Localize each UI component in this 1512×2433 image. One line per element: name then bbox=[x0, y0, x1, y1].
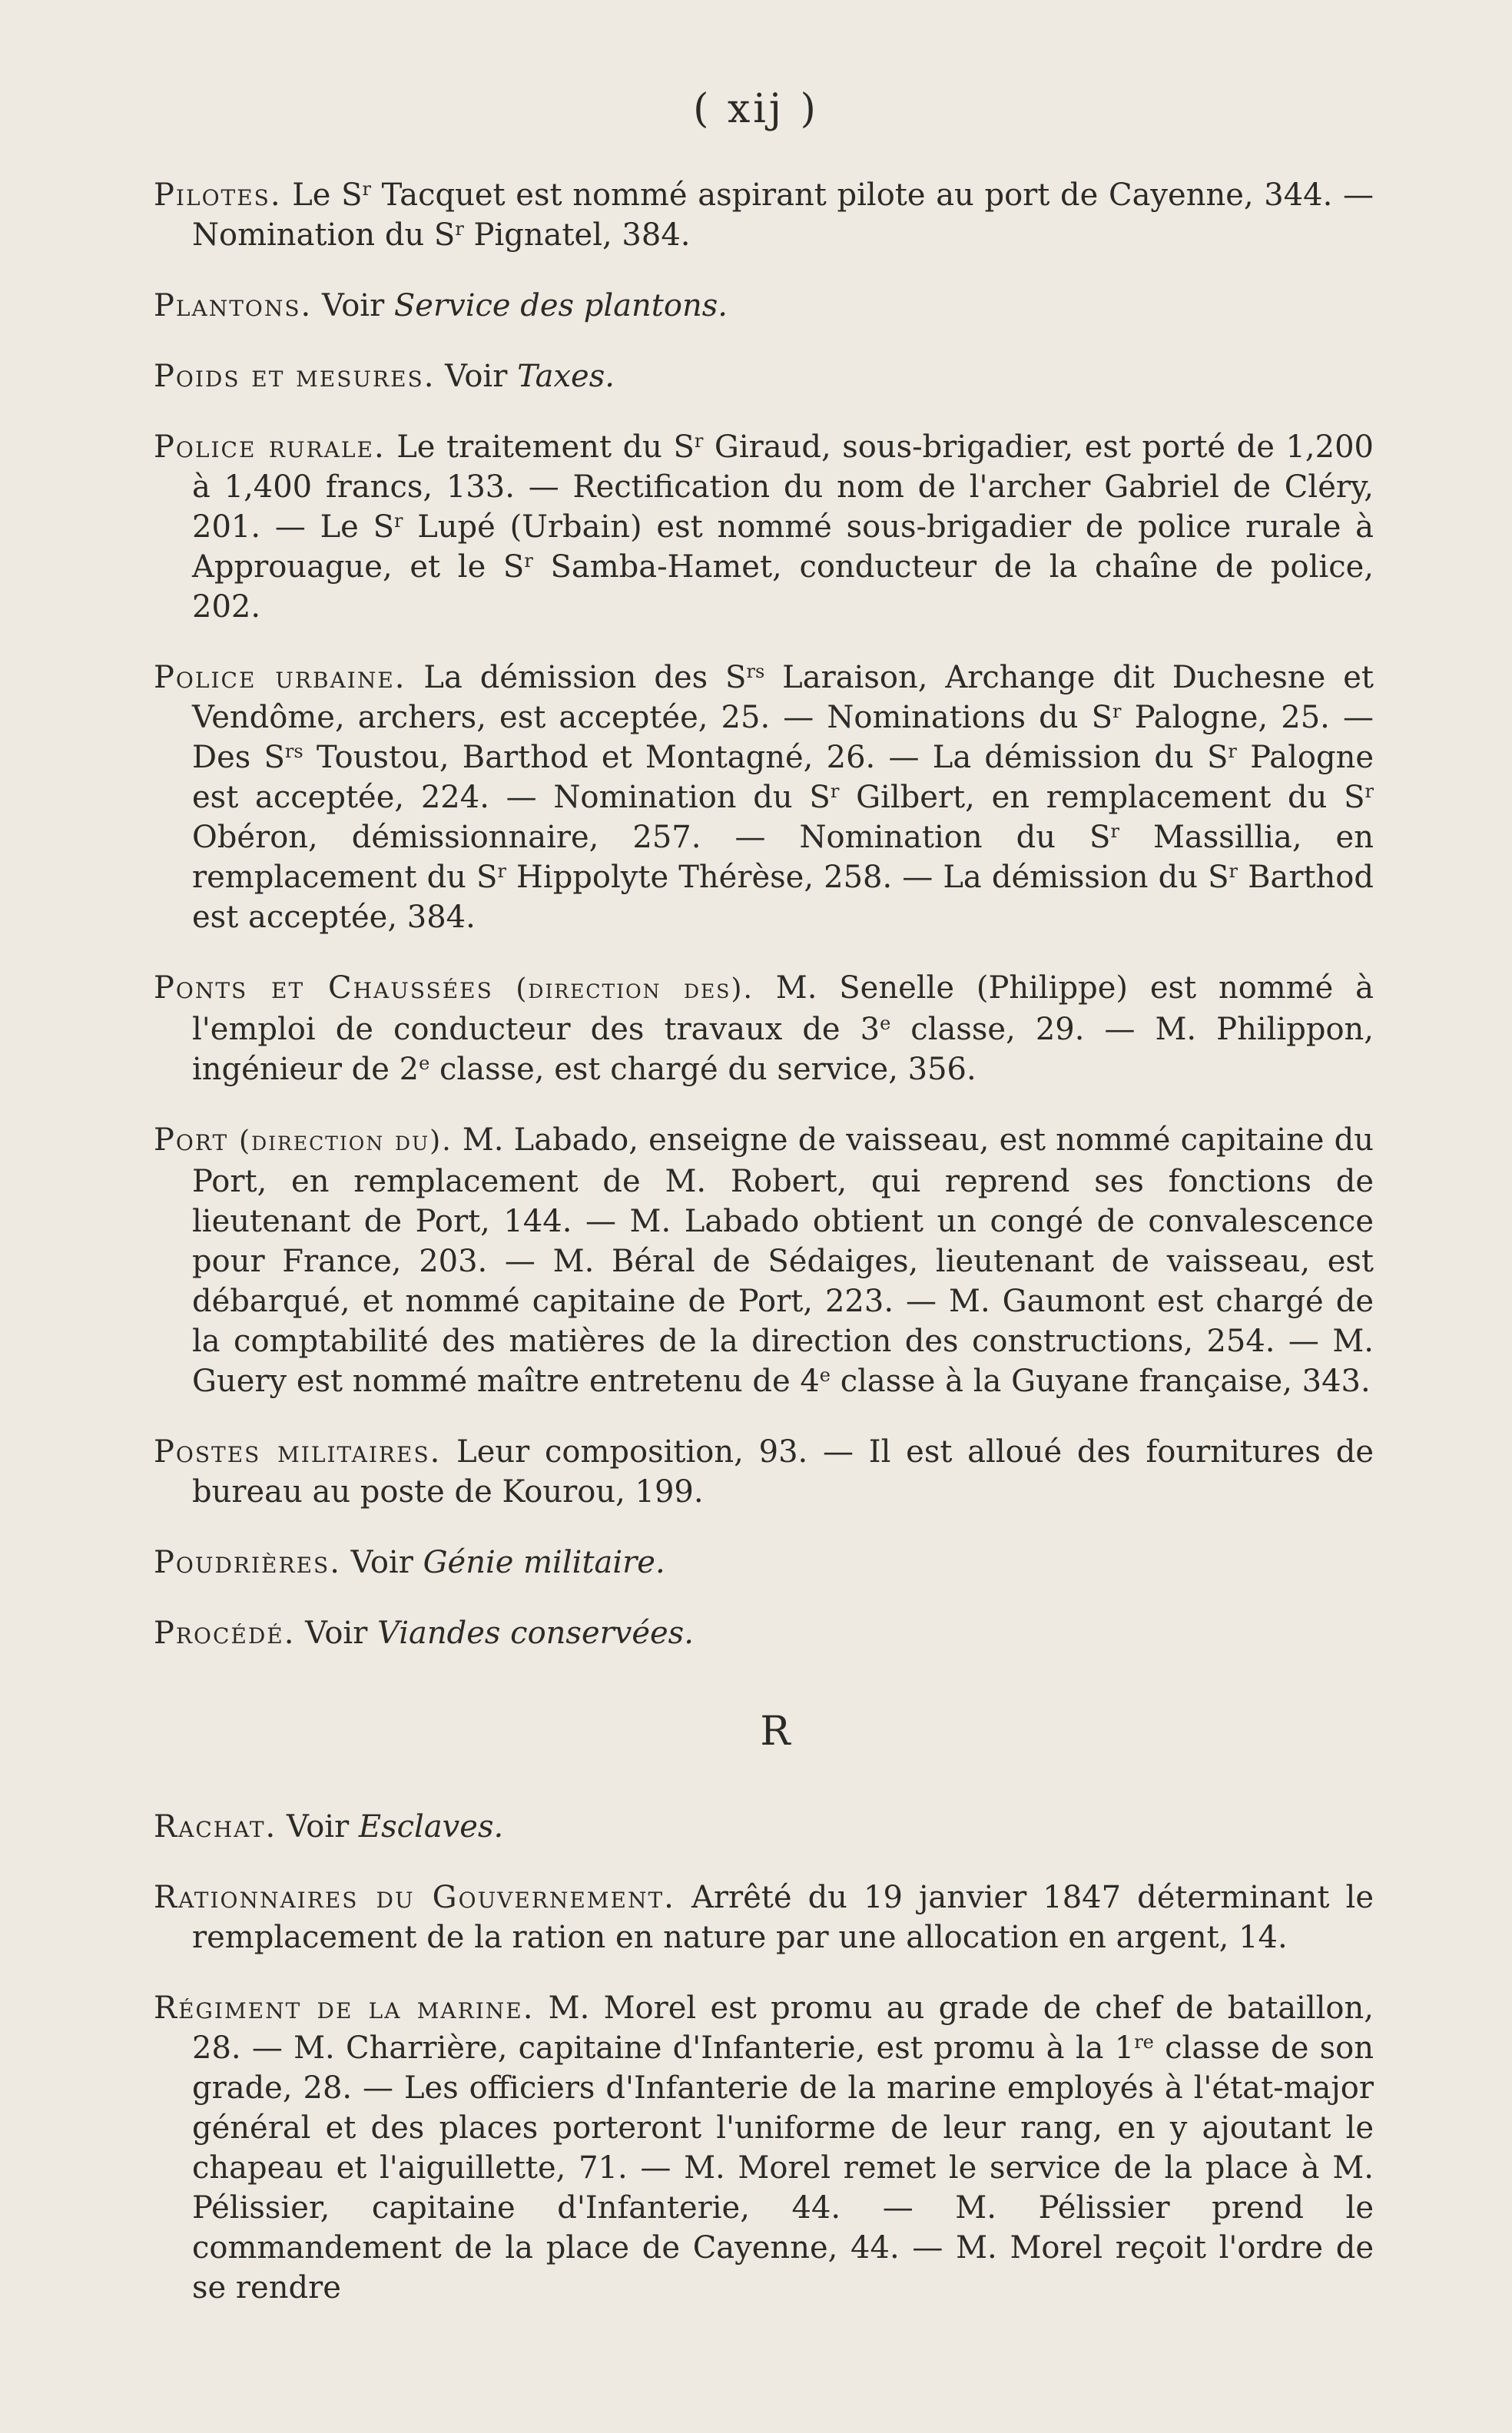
entry-heading: Postes militaires. bbox=[154, 1434, 442, 1470]
entry-regiment-de-la-marine: Régiment de la marine. M. Morel est promu au grade de chef de bataillon, 28. — M. Charrière, capitaine d'Infanterie, est promu à la 1re classe de son grade, 28. — Les officiers d'Infanterie de la marine employés à l'état-major général et des places porteront l'uniforme de leur rang, en y ajoutant le chapeau et l'aiguillette, 71. — M. Morel remet le service de la place à M. Pélissier, capitaine d'Infanterie, 44. — M. Pélissier prend le commandement de la place de Cayenne, 44. — M. Morel reçoit l'ordre de se rendre bbox=[154, 1990, 1374, 2305]
entry-rationnaires: Rationnaires du Gouvernement. Arrêté du 19 janvier 1847 déterminant le remplacement de la ration en nature par une allocation en argent, 14. bbox=[154, 1880, 1374, 1955]
entry-procede: Procédé. Voir Viandes conservées. bbox=[154, 1616, 694, 1651]
index-entries bbox=[154, 144, 1374, 2325]
entry-heading: Procédé. bbox=[154, 1616, 296, 1651]
entry-port: Port (direction du). M. Labado, enseigne de vaisseau, est nommé capitaine du Port, en remplacement de M. Robert, qui reprend ses fonctions de lieutenant de Port, 144. — M. Labado obtient un congé de convalescence pour France, 203. — M. Béral de Sédaiges, lieutenant de vaisseau, est débarqué, et nommé capitaine de Port, 223. — M. Gaumont est chargé de la comptabilité des matières de la direction des constructions, 254. — M. Guery est nommé maître entretenu de 4e classe à la Guyane française, 343. bbox=[154, 1122, 1374, 1399]
entry-heading: Régiment de la marine. bbox=[154, 1990, 535, 2026]
entry-heading: Ponts et Chaussées (direction des). bbox=[154, 970, 754, 1006]
entry-rachat: Rachat. Voir Esclaves. bbox=[154, 1809, 504, 1845]
entry-heading: Police rurale. bbox=[154, 429, 386, 465]
entry-pilotes: Pilotes. Le $S^r$ Tacquet est nommé aspirant pilote au port de Cayenne, 344. — Nomination du $S^r$ Pignatel, 384. bbox=[154, 177, 1374, 253]
entry-postes-militaires: Postes militaires. Leur composition, 93. — Il est alloué des fournitures de bureau au poste de Kourou, 199. bbox=[154, 1434, 1374, 1510]
entry-heading: Poids et mesures. bbox=[154, 359, 436, 394]
entry-heading: Plantons. bbox=[154, 288, 313, 323]
entry-police-urbaine: Police urbaine. La démission des $S^{rs}$ Laraison, Archange dit Duchesne et Vendôme, archers, est acceptée, 25. — Nominations du $S^r$ Palogne, 25. — Des $S^{rs}$ Toustou, Barthod et Montagné, 26. — La démission du $S^r$ Palogne est acceptée, 224. — Nomination du $S^r$ Gilbert, en remplacement du $S^r$ Obéron, démissionnaire, 257. — Nomination du $S^r$ Massillia, en remplacement du $S^r$ Hippolyte Thérèse, 258. — La démission du $S^r$ Barthod est acceptée, 384. bbox=[154, 660, 1374, 935]
cross-reference: Esclaves. bbox=[358, 1809, 504, 1845]
entry-heading: Port (direction du). bbox=[154, 1122, 453, 1158]
entry-poudrieres: Poudrières. Voir Génie militaire. bbox=[154, 1545, 665, 1580]
entry-ponts-et-chaussees: Ponts et Chaussées (direction des). M. Senelle (Philippe) est nommé à l'emploi de conducteur des travaux de 3e classe, 29. — M. Philippon, ingénieur de 2e classe, est chargé du service, 356. bbox=[154, 970, 1374, 1087]
entry-heading: Pilotes. bbox=[154, 177, 282, 213]
cross-reference: Service des plantons. bbox=[393, 288, 728, 323]
entry-heading: Rachat. bbox=[154, 1809, 277, 1845]
cross-reference: Taxes. bbox=[517, 359, 615, 394]
cross-reference: Génie militaire. bbox=[423, 1545, 665, 1580]
section-letter: R bbox=[760, 1709, 791, 1755]
cross-reference: Viandes conservées. bbox=[377, 1616, 694, 1651]
entry-heading: Poudrières. bbox=[154, 1545, 341, 1580]
entry-heading: Police urbaine. bbox=[154, 660, 406, 695]
entry-police-rurale: Police rurale. Le traitement du $S^r$ Giraud, sous-brigadier, est porté de 1,200 à 1,400 francs, 133. — Rectification du nom de l'archer Gabriel de Cléry, 201. — Le $S^r$ Lupé (Urbain) est nommé sous-brigadier de police rurale à Approuague, et le $S^r$ Samba-Hamet, conducteur de la chaîne de police, 202. bbox=[154, 429, 1374, 625]
entry-heading: Rationnaires du Gouvernement. bbox=[154, 1880, 675, 1915]
entry-poids-et-mesures: Poids et mesures. Voir Taxes. bbox=[154, 359, 615, 394]
entry-plantons: Plantons. Voir Service des plantons. bbox=[154, 288, 728, 323]
page-number: ( xij ) bbox=[693, 86, 819, 132]
